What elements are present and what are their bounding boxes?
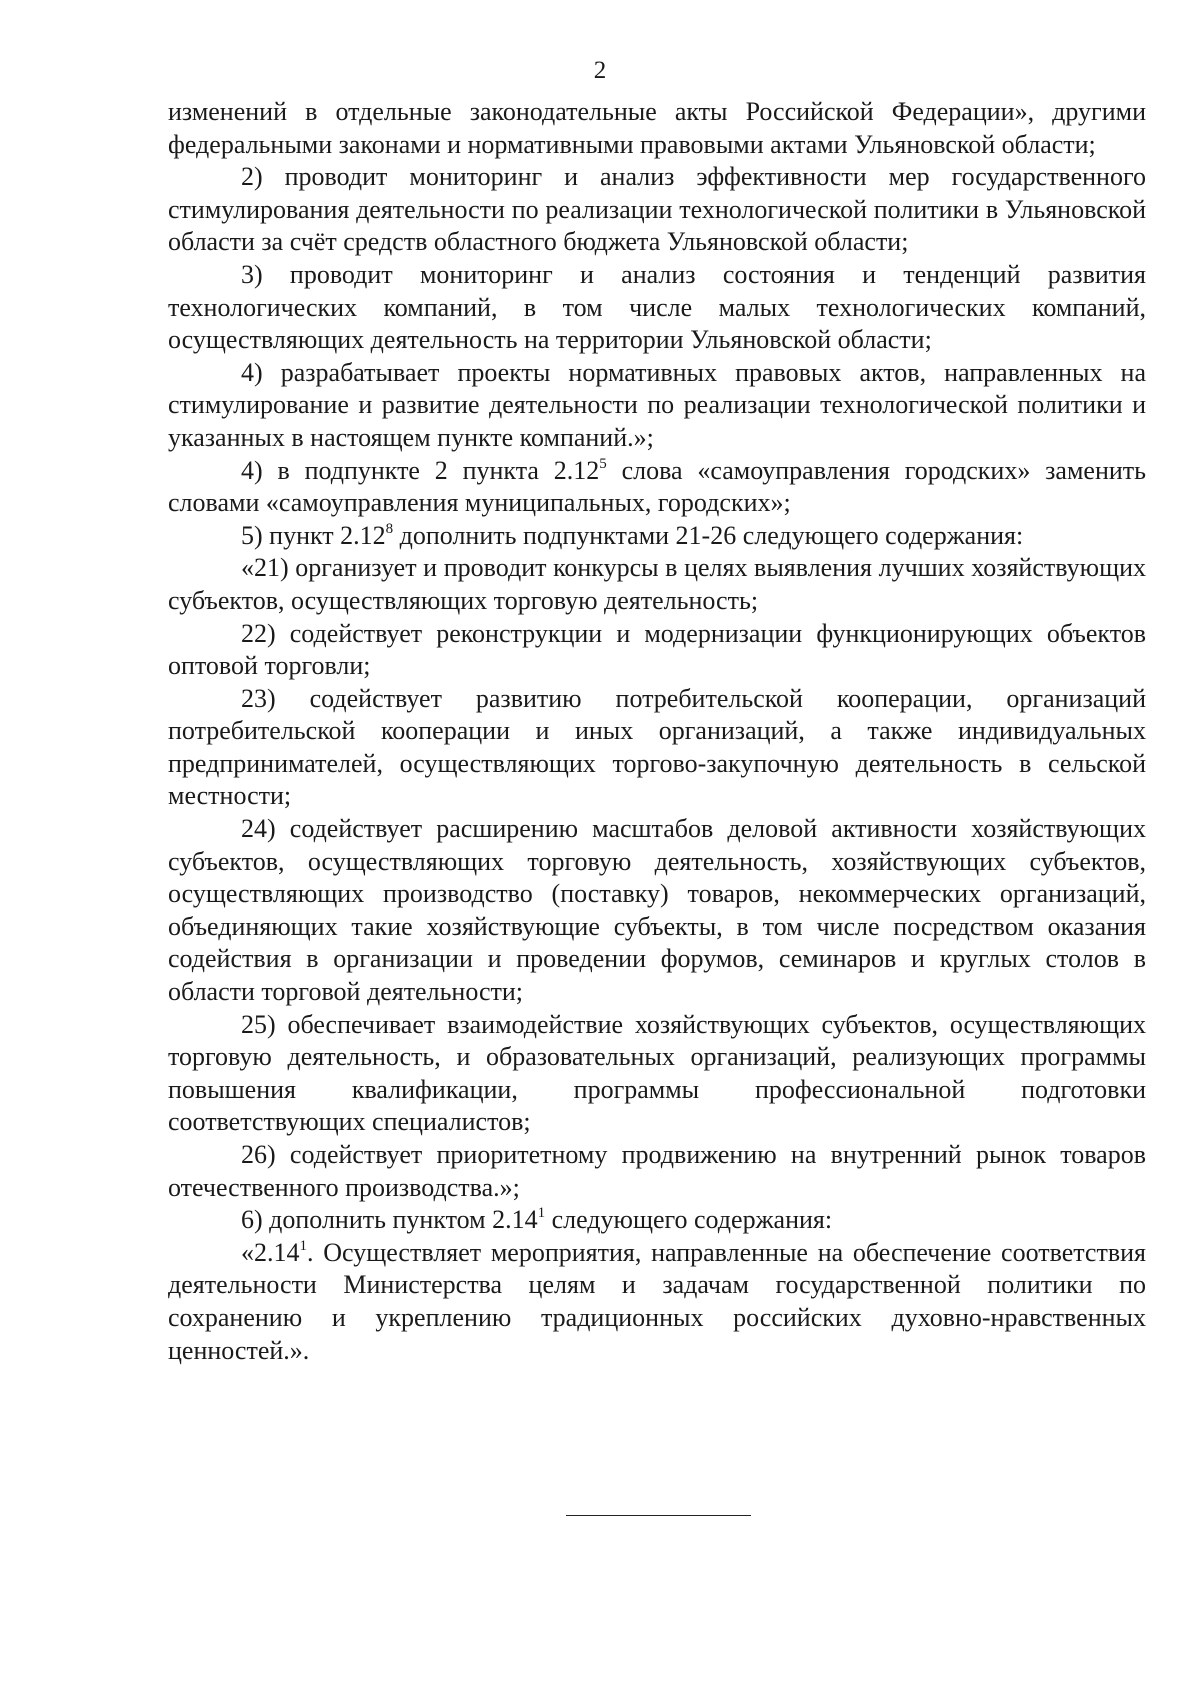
superscript: 8 bbox=[385, 520, 394, 537]
paragraph-item-24 bbox=[168, 813, 1146, 1009]
paragraph-text: слова «самоуправления городских» заменить словами «самоуправления муниципальных, городских»; bbox=[168, 455, 1146, 518]
superscript: 1 bbox=[537, 1205, 546, 1222]
paragraph-item-25 bbox=[168, 1009, 1146, 1139]
closing-rule bbox=[566, 1515, 751, 1516]
paragraph-item-22 bbox=[168, 618, 1146, 683]
paragraph-amendment-6 bbox=[168, 1204, 1146, 1237]
page-number: 2 bbox=[593, 57, 607, 84]
paragraph-text: «2.14 bbox=[241, 1237, 300, 1267]
paragraph-item-21 bbox=[168, 552, 1146, 617]
superscript: 1 bbox=[299, 1237, 307, 1254]
document-body bbox=[168, 96, 1146, 1367]
paragraph-item-4 bbox=[168, 357, 1146, 455]
paragraph-text: 25) обеспечивает взаимодействие хозяйствующих субъектов, осуществляющих торговую деятельность, и образовательных организаций, реализующих программы повышения квалификации, программы профессиональной подготовки соответствующих специалистов; bbox=[168, 1009, 1146, 1137]
superscript: 5 bbox=[599, 455, 607, 472]
paragraph-text: изменений в отдельные законодательные акты Российской Федерации», другими федеральными законами и нормативными правовыми актами Ульяновской области; bbox=[168, 97, 1146, 159]
paragraph-text: «21) организует и проводит конкурсы в целях выявления лучших хозяйствующих субъектов, осуществляющих торговую деятельность; bbox=[168, 553, 1146, 615]
paragraph-text: . Осуществляет мероприятия, направленные на обеспечение соответствия деятельности Министерства целям и задачам государственной политики по сохранению и укреплению традиционных российских духовно-нравственных ценностей.». bbox=[168, 1237, 1146, 1365]
paragraph-text: 5) пункт 2.12 bbox=[241, 520, 386, 550]
paragraph-amendment-5 bbox=[168, 520, 1146, 553]
paragraph-continuation bbox=[168, 96, 1146, 161]
paragraph-text: 2) проводит мониторинг и анализ эффективности мер государственного стимулирования деятельности по реализации технологической политики в Ульяновской области за счёт средств областного бюджета Ульяновской области; bbox=[168, 162, 1146, 257]
paragraph-text: 3) проводит мониторинг и анализ состояния и тенденций развития технологических компаний, в том числе малых технологических компаний, осуществляющих деятельность на территории Ульяновской области; bbox=[168, 259, 1146, 355]
paragraph-amendment-4 bbox=[168, 455, 1146, 520]
paragraph-item-23 bbox=[168, 683, 1146, 813]
paragraph-item-2 bbox=[168, 161, 1146, 259]
paragraph-text: 4) в подпункте 2 пункта 2.12 bbox=[241, 455, 600, 485]
paragraph-item-3 bbox=[168, 259, 1146, 357]
paragraph-text: 4) разрабатывает проекты нормативных правовых актов, направленных на стимулирование и развитие деятельности по реализации технологической политики и указанных в настоящем пункте компаний.»; bbox=[168, 357, 1146, 452]
paragraph-text: 24) содействует расширению масштабов деловой активности хозяйствующих субъектов, осуществляющих торговую деятельность, хозяйствующих субъектов, осуществляющих производство (поставку) товаров, некоммерческих организаций, объединяющих такие хозяйствующие субъекты, в том числе посредством оказания содействия в организации и проведении форумов, семинаров и круглых столов в области торговой деятельности; bbox=[168, 814, 1146, 1007]
paragraph-text: 6) дополнить пунктом 2.14 bbox=[241, 1205, 538, 1235]
paragraph-item-26 bbox=[168, 1139, 1146, 1204]
paragraph-text: дополнить подпунктами 21-26 следующего содержания: bbox=[393, 520, 1024, 550]
paragraph-text: следующего содержания: bbox=[545, 1205, 833, 1235]
paragraph-item-2-14-1 bbox=[168, 1237, 1146, 1367]
paragraph-text: 26) содействует приоритетному продвижению на внутренний рынок товаров отечественного производства.»; bbox=[168, 1140, 1146, 1202]
paragraph-text: 23) содействует развитию потребительской кооперации, организаций потребительской кооперации и иных организаций, а также индивидуальных предпринимателей, осуществляющих торгово-закупочную деятельность в сельской местности; bbox=[168, 683, 1146, 811]
paragraph-text: 22) содействует реконструкции и модернизации функционирующих объектов оптовой торговли; bbox=[168, 618, 1146, 681]
